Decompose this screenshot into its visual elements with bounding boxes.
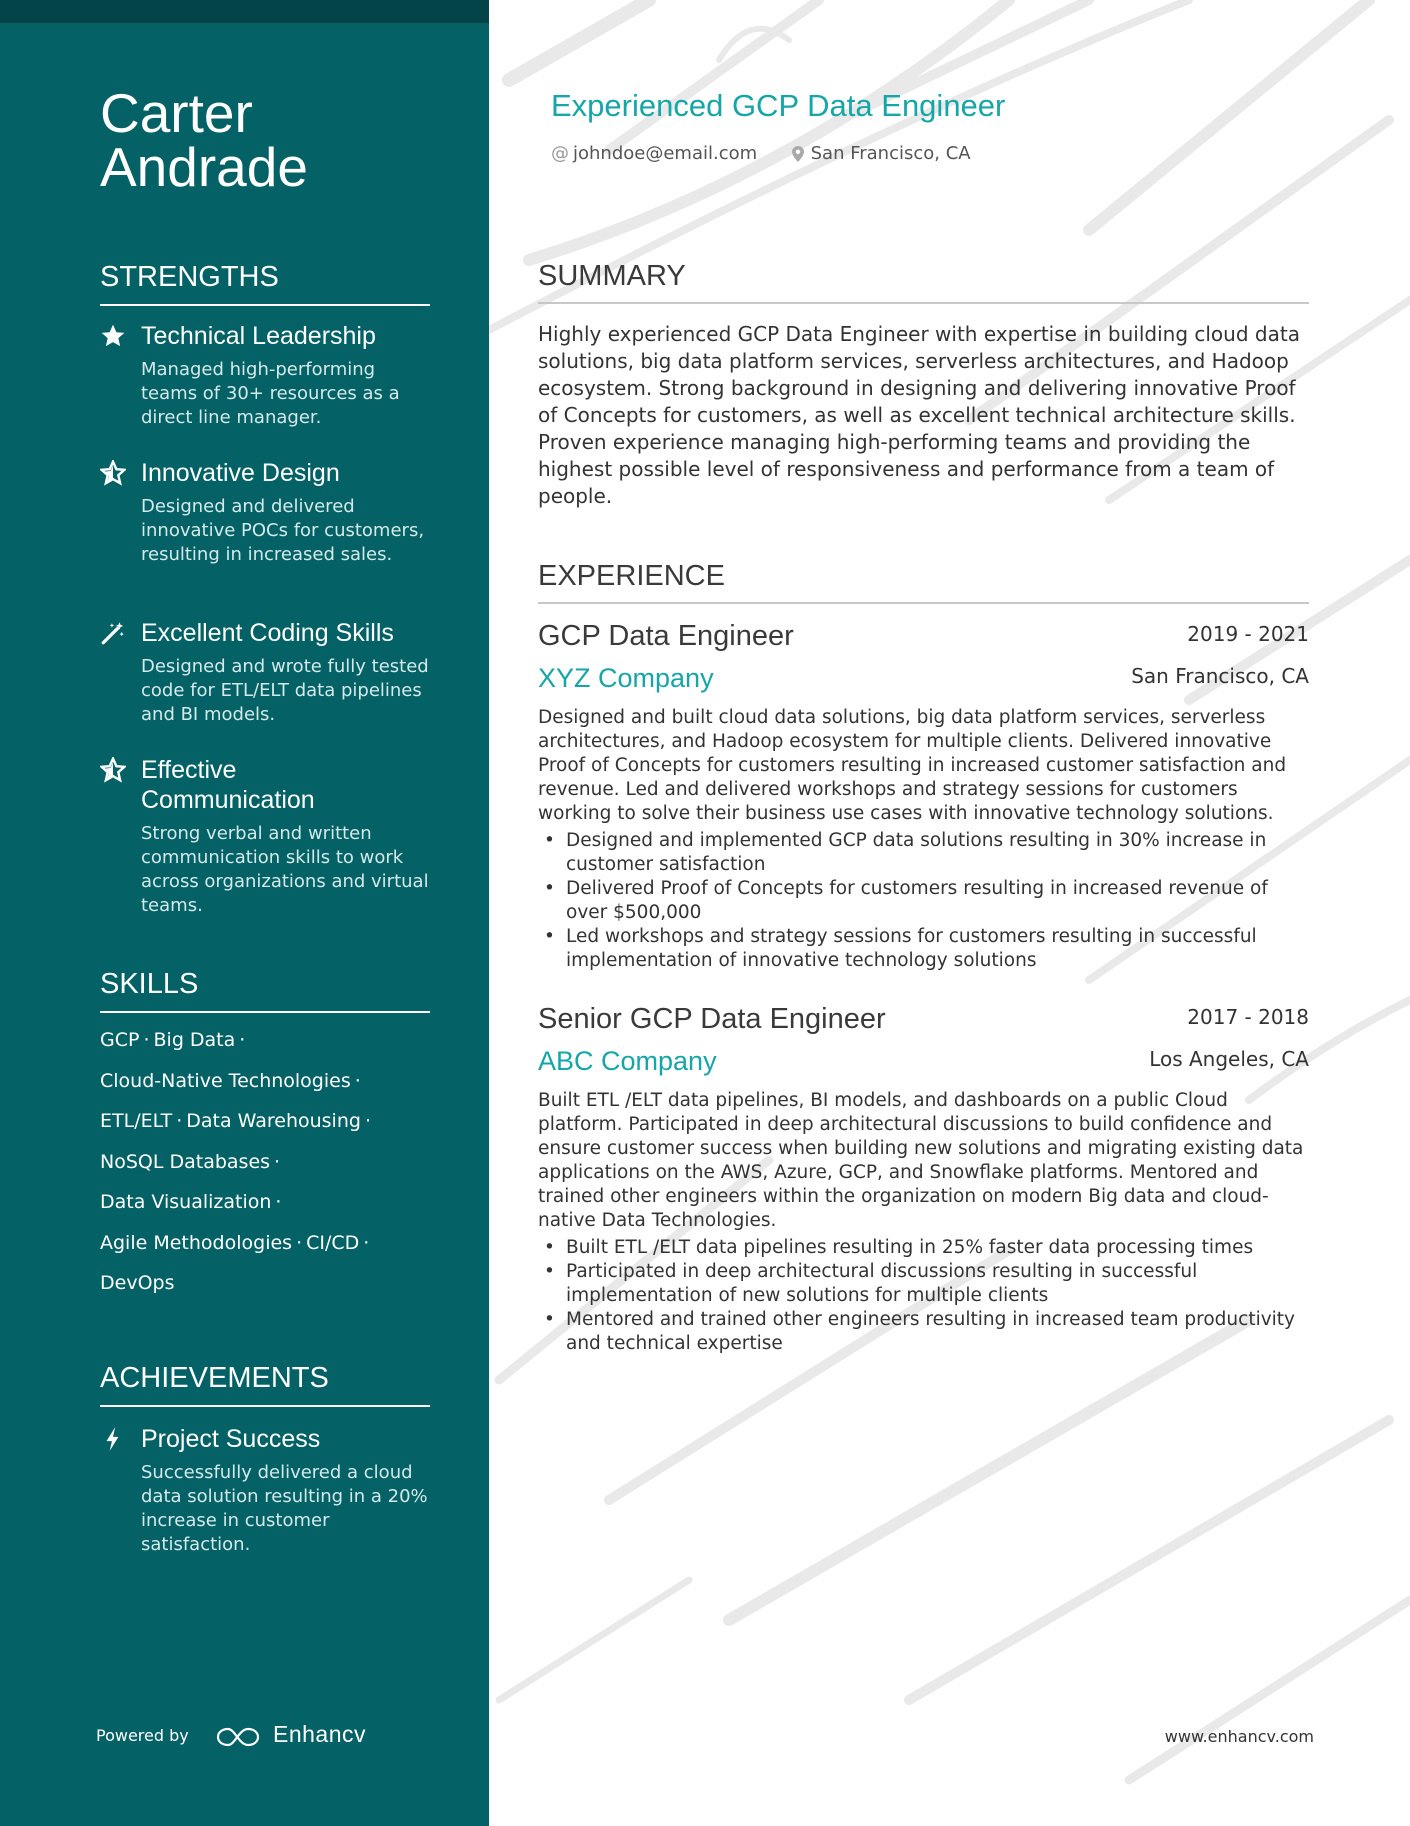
skill-line: Cloud-Native Technologies · — [100, 1069, 361, 1092]
achievement-item — [100, 1424, 440, 1557]
job-description: Built ETL /ELT data pipelines, BI models, and dashboards on a public Cloud platform. Participated in deep architectural discussions to build confidence and ensure customer success when building new solutions and migrating existing data applications on the AWS, Azure, GCP, and Snowflake platforms. Mentored and trained other engineers within the organization on modern Big data and cloud-native Data Technologies. — [538, 1090, 1304, 1231]
job-location: San Francisco, CA — [1131, 664, 1309, 688]
strength-item — [100, 755, 440, 918]
star-icon — [100, 323, 126, 349]
enhancv-logo-icon — [214, 1724, 266, 1750]
job-company: ABC Company — [538, 1046, 717, 1076]
skill-item: CI/CD — [306, 1231, 360, 1254]
powered-by-label: Powered by — [96, 1726, 189, 1745]
job-dates: 2019 - 2021 — [1187, 622, 1309, 646]
enhancv-brand[interactable]: Enhancv — [273, 1721, 367, 1747]
star-outline-icon — [100, 757, 126, 783]
first-name: Carter — [100, 82, 253, 144]
skills-heading: SKILLS — [100, 967, 430, 1013]
skill-item: Big Data — [153, 1029, 236, 1051]
skills-list — [100, 1028, 440, 1312]
skill-item: GCP — [100, 1029, 140, 1051]
job-title: Senior GCP Data Engineer — [538, 1003, 886, 1035]
summary-heading: SUMMARY — [538, 259, 1309, 304]
job-bullet: • Mentored and trained other engineers resulting in increased team productivity and technical expertise — [538, 1308, 1309, 1356]
skill-line: Data Visualization · — [100, 1191, 282, 1213]
skill-item: ETL/ELT — [100, 1110, 173, 1132]
job-description: Designed and built cloud data solutions, big data platform services, serverless architectures, and Hadoop ecosystem for multiple clients. Delivered innovative Proof of Concepts for customers resulting in increased customer satisfaction and revenue. Led and delivered workshops and strategy sessions for customers working to solve their business use cases with innovative technology solutions. — [538, 707, 1287, 824]
strength-title: Innovative Design — [141, 459, 340, 487]
strength-title: Technical Leadership — [141, 322, 376, 350]
sidebar — [0, 0, 489, 1826]
skill-line: NoSQL Databases · — [100, 1150, 281, 1173]
website-link[interactable]: www.enhancv.com — [1164, 1727, 1314, 1746]
job-bullet: • Participated in deep architectural discussions resulting in successful implementation of new solutions for multiple clients — [538, 1260, 1309, 1308]
contact-email[interactable]: johndoe@email.com — [573, 143, 758, 164]
skill-item: Data Visualization — [100, 1191, 272, 1213]
candidate-name — [100, 82, 460, 198]
job-location: Los Angeles, CA — [1149, 1047, 1309, 1071]
job-bullet: • Led workshops and strategy sessions for customers resulting in successful implementation of innovative technology solutions — [538, 925, 1309, 973]
job-company: XYZ Company — [538, 663, 714, 693]
lightning-icon — [100, 1426, 126, 1452]
summary-text: Highly experienced GCP Data Engineer with expertise in building cloud data solutions, big data platform services, serverless architectures, and Hadoop ecosystem. Strong background in designing and delivering innovative Proof of Concepts for customers, as well as excellent technical architecture skills. Proven experience managing high-performing teams and providing the highest possible level of responsiveness and performance from a team of people. — [538, 322, 1300, 508]
skill-line: ETL/ELT · Data Warehousing · — [100, 1110, 371, 1132]
location-pin-icon — [791, 145, 805, 163]
skill-item: NoSQL Databases — [100, 1150, 271, 1173]
skill-item: DevOps — [100, 1272, 175, 1294]
strength-title: Effective Communication — [141, 756, 315, 814]
strength-item — [100, 321, 440, 430]
star-outline-icon — [100, 460, 126, 486]
achievements-heading: ACHIEVEMENTS — [100, 1361, 430, 1407]
magic-wand-icon — [100, 620, 126, 646]
job-entry — [538, 618, 1309, 973]
strength-desc: Designed and delivered innovative POCs for customers, resulting in increased sales. — [141, 496, 425, 565]
last-name: Andrade — [100, 136, 308, 198]
headline: Experienced GCP Data Engineer — [551, 88, 1006, 123]
job-title: GCP Data Engineer — [538, 620, 794, 652]
skill-item: Agile Methodologies — [100, 1231, 293, 1254]
achievement-title: Project Success — [141, 1425, 321, 1453]
strength-item — [100, 458, 440, 567]
job-bullet: • Delivered Proof of Concepts for customers resulting in increased revenue of over $500,000 — [538, 877, 1309, 925]
strength-title: Excellent Coding Skills — [141, 619, 394, 647]
strength-desc: Strong verbal and written communication skills to work across organizations and virtual teams. — [141, 823, 429, 916]
job-dates: 2017 - 2018 — [1187, 1005, 1309, 1029]
strength-desc: Managed high-performing teams of 30+ resources as a direct line manager. — [141, 359, 400, 428]
skill-line: Agile Methodologies · CI/CD · — [100, 1231, 370, 1254]
contact-line — [551, 142, 971, 166]
skill-line: GCP · Big Data · — [100, 1029, 246, 1051]
job-entry — [538, 1001, 1309, 1356]
job-bullet: • Built ETL /ELT data pipelines resulting in 25% faster data processing times — [538, 1236, 1309, 1260]
sidebar-top-bar — [0, 0, 489, 23]
at-icon: @ — [551, 143, 569, 164]
job-bullets — [538, 829, 1309, 973]
contact-location: San Francisco, CA — [810, 143, 971, 164]
skill-item: Cloud-Native Technologies — [100, 1069, 351, 1092]
strengths-heading: STRENGTHS — [100, 260, 430, 306]
strength-item — [100, 618, 440, 727]
job-bullets — [538, 1236, 1309, 1356]
skill-line — [100, 1271, 440, 1312]
skill-item: Data Warehousing — [186, 1110, 361, 1132]
strength-desc: Designed and wrote fully tested code for ETL/ELT data pipelines and BI models. — [141, 656, 429, 725]
achievement-desc: Successfully delivered a cloud data solution resulting in a 20% increase in customer satisfaction. — [141, 1462, 428, 1555]
job-bullet: • Designed and implemented GCP data solutions resulting in 30% increase in customer satisfaction — [538, 829, 1309, 877]
experience-heading: EXPERIENCE — [538, 559, 1309, 604]
